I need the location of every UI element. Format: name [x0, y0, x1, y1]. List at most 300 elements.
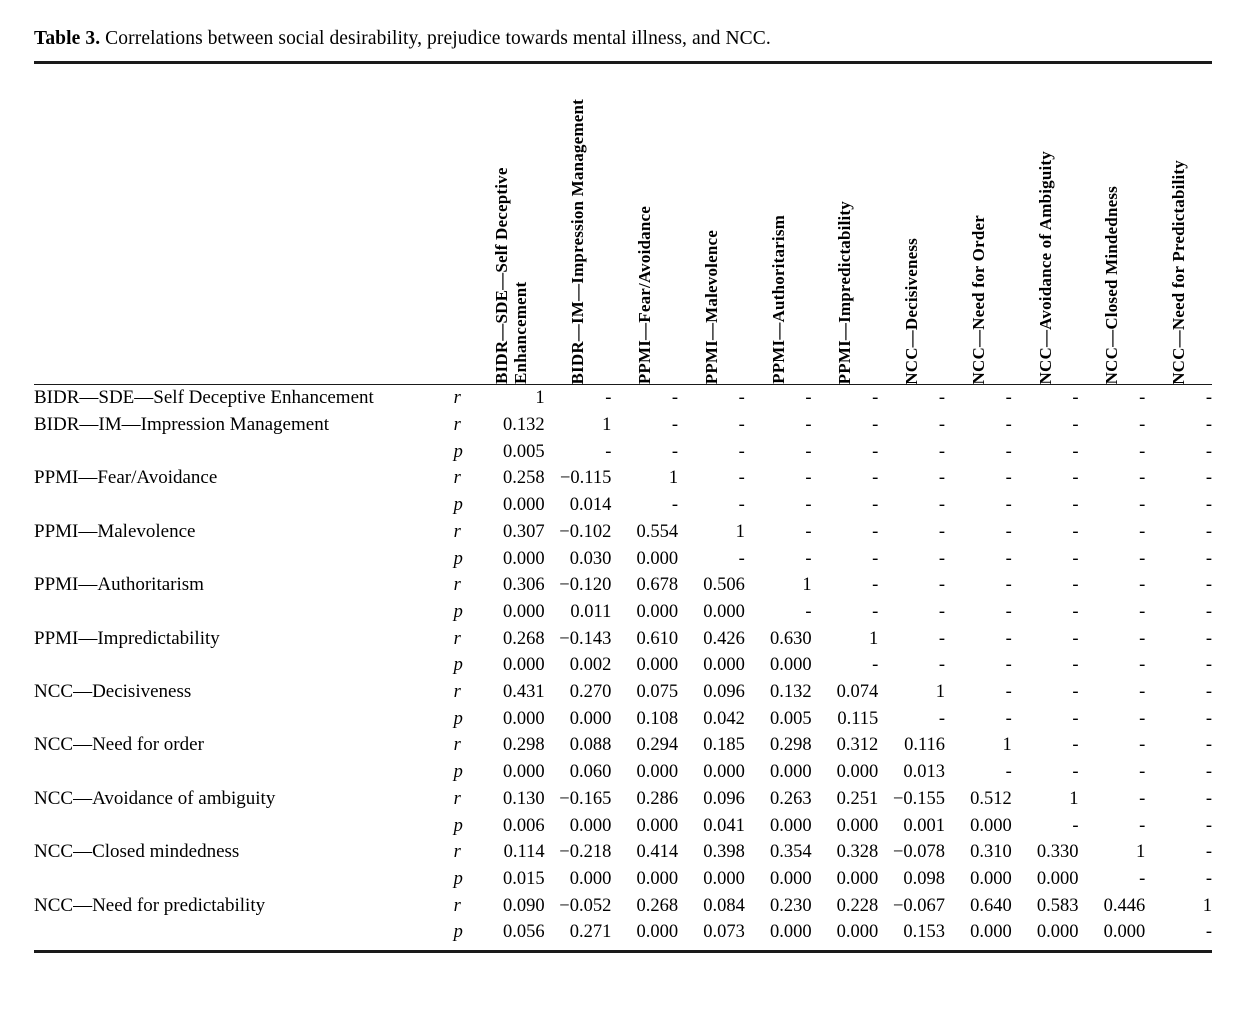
column-header-1 [545, 64, 612, 384]
column-header-label: PPMI—Authoritarism [768, 215, 788, 385]
cell-value: 0.088 [569, 735, 612, 756]
cell-value: 0.098 [903, 869, 946, 889]
cell-value: 0.000 [636, 922, 679, 943]
cell-value: 0.108 [636, 708, 679, 729]
cell-value: 0.230 [769, 895, 812, 916]
table-row [34, 412, 1212, 439]
cell-value: 0.153 [903, 922, 946, 943]
row-statistic: p [453, 922, 463, 943]
correlation-table [34, 64, 1212, 384]
table-row [34, 626, 1212, 653]
row-statistic: r [453, 415, 461, 436]
cell-value: 1 [935, 682, 946, 703]
cell-value: - [872, 415, 879, 436]
cell-value: - [1139, 548, 1146, 569]
table-row [34, 385, 1212, 412]
cell-value: - [938, 575, 946, 596]
cell-value: −0.120 [559, 575, 612, 596]
table-row [34, 572, 1212, 599]
cell-value: 0.000 [1036, 869, 1079, 889]
row-statistic: p [453, 815, 463, 836]
cell-value: - [872, 521, 879, 542]
cell-value: 0.298 [769, 735, 812, 756]
cell-value: 0.446 [1103, 895, 1146, 916]
cell-value: 0.271 [569, 922, 612, 943]
cell-value: −0.143 [559, 628, 612, 649]
cell-value: - [1005, 495, 1012, 516]
row-statistic: p [453, 869, 463, 889]
table-row [34, 732, 1212, 759]
cell-value: - [872, 655, 879, 676]
cell-value: 0.506 [703, 575, 745, 596]
cell-value: - [938, 441, 946, 462]
cell-value: 0.630 [769, 628, 812, 649]
cell-value: 1 [1135, 842, 1146, 863]
cell-value: 0.000 [569, 815, 612, 836]
cell-value: 0.310 [970, 842, 1012, 863]
row-label: PPMI—Impredictability [34, 627, 220, 649]
cell-value: - [1139, 815, 1146, 836]
cell-value: - [805, 548, 812, 569]
cell-value: 0.075 [636, 682, 679, 703]
cell-value: - [872, 548, 879, 569]
cell-value: - [938, 655, 946, 676]
cell-value: - [1205, 468, 1212, 489]
cell-value: 0.013 [903, 762, 946, 783]
row-label [34, 919, 454, 946]
cell-value: - [1072, 762, 1079, 783]
table-row [34, 786, 1212, 813]
caption-text: Correlations between social desirability, prejudice towards mental illness, and NCC. [105, 28, 771, 49]
cell-value: - [938, 468, 946, 489]
cell-value: - [738, 415, 745, 436]
cell-value: - [1005, 601, 1012, 622]
row-statistic: p [453, 601, 463, 622]
cell-value: 0.074 [836, 682, 879, 703]
cell-value: - [671, 495, 679, 516]
cell-value: - [1205, 388, 1212, 409]
cell-value: - [1205, 788, 1212, 809]
cell-value: −0.078 [892, 842, 946, 863]
row-label: NCC—Closed mindedness [34, 841, 240, 863]
cell-value: - [1139, 869, 1146, 889]
cell-value: - [872, 495, 879, 516]
cell-value: 0.000 [703, 762, 745, 783]
cell-value: - [1205, 495, 1212, 516]
cell-value: −0.067 [892, 895, 946, 916]
cell-value: 0.330 [1036, 842, 1079, 863]
row-statistic: r [453, 388, 461, 409]
cell-value: 0.000 [769, 869, 812, 889]
cell-value: 0.583 [1036, 895, 1079, 916]
cell-value: 0.000 [1103, 922, 1146, 943]
column-header-2 [611, 64, 678, 384]
cell-value: 0.073 [703, 922, 745, 943]
column-header-label: PPMI—Malevolence [701, 230, 721, 385]
cell-value: 0.084 [703, 895, 745, 916]
cell-value: 0.005 [769, 708, 812, 729]
cell-value: 0.030 [569, 548, 612, 569]
table-row [34, 866, 1212, 893]
row-statistic: p [453, 655, 463, 676]
cell-value: 1 [1002, 735, 1012, 756]
row-label [34, 599, 454, 626]
cell-value: 0.185 [703, 735, 745, 756]
table-row [34, 919, 1212, 946]
cell-value: 0.006 [503, 815, 545, 836]
table-bottom-rule [34, 950, 1212, 953]
column-header-label: NCC—Decisiveness [902, 237, 922, 385]
cell-value: −0.102 [559, 521, 612, 542]
cell-value: - [1139, 415, 1146, 436]
cell-value: - [1139, 682, 1146, 703]
cell-value: 0.114 [503, 842, 545, 863]
column-header-label: BIDR—IM—Impression Management [568, 98, 588, 385]
cell-value: - [671, 441, 679, 462]
cell-value: - [872, 601, 879, 622]
cell-value: 0.354 [769, 842, 812, 863]
cell-value: - [738, 548, 745, 569]
table-row [34, 813, 1212, 840]
table-row [34, 706, 1212, 733]
cell-value: - [1205, 682, 1212, 703]
cell-value: 0.000 [636, 762, 679, 783]
cell-value: 0.000 [636, 548, 679, 569]
cell-value: - [671, 415, 679, 436]
cell-value: - [1072, 708, 1079, 729]
row-statistic: p [453, 495, 463, 516]
cell-value: 0.000 [503, 548, 545, 569]
column-header-4 [745, 64, 812, 384]
cell-value: 0.000 [836, 922, 879, 943]
cell-value: 0.014 [569, 495, 612, 516]
row-statistic: r [453, 842, 461, 863]
column-header-3 [678, 64, 745, 384]
cell-value: 0.132 [769, 682, 812, 703]
row-label: NCC—Need for predictability [34, 894, 266, 916]
cell-value: 0.000 [636, 869, 679, 889]
cell-value: - [938, 548, 946, 569]
cell-value: - [1139, 441, 1146, 462]
table-row [34, 465, 1212, 492]
cell-value: 0.000 [636, 601, 679, 622]
cell-value: 0.306 [503, 575, 545, 596]
cell-value: - [1205, 869, 1212, 889]
column-header-9 [1079, 64, 1146, 384]
cell-value: 0.000 [569, 708, 612, 729]
row-label [34, 813, 454, 840]
cell-value: - [738, 441, 745, 462]
cell-value: - [1005, 762, 1012, 783]
cell-value: 0.307 [503, 521, 545, 542]
cell-value: - [605, 441, 612, 462]
cell-value: - [1005, 441, 1012, 462]
cell-value: 1 [1069, 788, 1079, 809]
cell-value: 0.115 [837, 708, 879, 729]
cell-value: - [805, 495, 812, 516]
cell-value: - [1072, 468, 1079, 489]
cell-value: - [1072, 415, 1079, 436]
cell-value: - [805, 601, 812, 622]
cell-value: - [1139, 735, 1146, 756]
cell-value: 0.000 [836, 762, 879, 783]
cell-value: 0.610 [636, 628, 679, 649]
row-statistic: r [453, 682, 461, 703]
cell-value: 1 [602, 415, 612, 436]
caption-label: Table 3. [34, 28, 101, 49]
cell-value: 0.268 [503, 628, 545, 649]
cell-value: - [1005, 468, 1012, 489]
row-label: PPMI—Malevolence [34, 520, 196, 542]
cell-value: - [1205, 735, 1212, 756]
row-label: NCC—Decisiveness [34, 681, 192, 703]
table-row [34, 679, 1212, 706]
cell-value: 0.251 [836, 788, 879, 809]
cell-value: - [1205, 521, 1212, 542]
cell-value: 0.001 [903, 815, 946, 836]
cell-value: - [1072, 815, 1079, 836]
cell-value: 0.056 [503, 922, 545, 943]
cell-value: - [1205, 415, 1212, 436]
row-label: BIDR—IM—Impression Management [34, 414, 329, 436]
cell-value: 0.398 [703, 842, 745, 863]
cell-value: 0.000 [636, 815, 679, 836]
column-header-8 [1012, 64, 1079, 384]
cell-value: - [1205, 655, 1212, 676]
column-header-0 [478, 64, 545, 384]
cell-value: - [1005, 655, 1012, 676]
cell-value: 0.263 [769, 788, 812, 809]
cell-value: 1 [735, 521, 745, 542]
cell-value: - [938, 495, 946, 516]
row-label [34, 439, 454, 466]
cell-value: 0.414 [636, 842, 679, 863]
cell-value: 0.258 [503, 468, 545, 489]
cell-value: 1 [535, 388, 545, 409]
cell-value: 0.312 [836, 735, 879, 756]
cell-value: −0.155 [892, 788, 946, 809]
table-row [34, 519, 1212, 546]
cell-value: 0.000 [636, 655, 679, 676]
cell-value: - [1139, 762, 1146, 783]
cell-value: - [1139, 708, 1146, 729]
table-header [34, 64, 1212, 384]
cell-value: - [805, 521, 812, 542]
row-statistic: r [453, 628, 461, 649]
cell-value: - [1205, 815, 1212, 836]
cell-value: 0.000 [503, 601, 545, 622]
cell-value: 0.431 [503, 682, 545, 703]
cell-value: - [1005, 575, 1012, 596]
column-header-7 [945, 64, 1012, 384]
cell-value: - [1205, 575, 1212, 596]
cell-value: 0.298 [503, 735, 545, 756]
cell-value: −0.165 [559, 788, 612, 809]
cell-value: - [1139, 495, 1146, 516]
cell-value: 0.270 [569, 682, 612, 703]
cell-value: - [805, 388, 812, 409]
cell-value: 0.286 [636, 788, 679, 809]
cell-value: 0.041 [703, 815, 745, 836]
cell-value: 0.554 [636, 521, 679, 542]
cell-value: - [1005, 682, 1012, 703]
row-statistic: r [453, 735, 461, 756]
cell-value: 0.002 [569, 655, 612, 676]
column-header-5 [812, 64, 879, 384]
row-statistic: r [453, 521, 461, 542]
cell-value: - [872, 575, 879, 596]
cell-value: 0.000 [836, 869, 879, 889]
column-header-label: NCC—Avoidance of Ambiguity [1035, 150, 1055, 385]
header-stat-col [454, 64, 478, 384]
row-label [34, 546, 454, 573]
cell-value: 0.512 [970, 788, 1012, 809]
row-label: PPMI—Fear/Avoidance [34, 467, 218, 489]
row-statistic: r [453, 575, 461, 596]
table-row [34, 652, 1212, 679]
cell-value: - [1139, 601, 1146, 622]
cell-value: 0.000 [1036, 922, 1079, 943]
cell-value: - [1139, 468, 1146, 489]
cell-value: 0.042 [703, 708, 745, 729]
cell-value: 0.228 [836, 895, 879, 916]
cell-value: 0.090 [503, 895, 545, 916]
cell-value: - [1139, 628, 1146, 649]
cell-value: - [1072, 735, 1079, 756]
cell-value: - [1139, 388, 1146, 409]
table-row [34, 759, 1212, 786]
cell-value: 0.000 [503, 708, 545, 729]
table-row [34, 839, 1212, 866]
cell-value: - [1005, 521, 1012, 542]
column-header-label: PPMI—Fear/Avoidance [635, 206, 655, 385]
cell-value: 0.116 [904, 735, 946, 756]
cell-value: −0.115 [559, 468, 612, 489]
table-row [34, 893, 1212, 920]
cell-value: 0.000 [769, 762, 812, 783]
cell-value: 0.000 [503, 655, 545, 676]
row-label: PPMI—Authoritarism [34, 574, 204, 596]
cell-value: - [938, 708, 946, 729]
cell-value: - [1205, 628, 1212, 649]
table-row [34, 439, 1212, 466]
row-label: NCC—Need for order [34, 734, 204, 756]
table-row [34, 492, 1212, 519]
cell-value: 0.096 [703, 682, 745, 703]
cell-value: 0.000 [970, 815, 1012, 836]
cell-value: - [738, 468, 745, 489]
cell-value: 0.000 [970, 922, 1012, 943]
cell-value: - [1005, 708, 1012, 729]
row-label: BIDR—SDE—Self Deceptive Enhancement [34, 387, 374, 409]
cell-value: 0.096 [703, 788, 745, 809]
cell-value: 0.005 [503, 441, 545, 462]
cell-value: - [1072, 521, 1079, 542]
cell-value: −0.052 [559, 895, 612, 916]
row-label: NCC—Avoidance of ambiguity [34, 787, 276, 809]
row-label [34, 759, 454, 786]
header-row [34, 64, 1212, 384]
cell-value: - [738, 495, 745, 516]
row-label [34, 492, 454, 519]
column-header-10 [1145, 64, 1212, 384]
cell-value: 1 [1202, 895, 1212, 916]
row-statistic: p [453, 762, 463, 783]
cell-value: - [1072, 575, 1079, 596]
cell-value: 0.000 [703, 655, 745, 676]
cell-value: - [805, 468, 812, 489]
cell-value: - [1005, 388, 1012, 409]
cell-value: - [1072, 601, 1079, 622]
cell-value: - [938, 601, 946, 622]
row-statistic: r [453, 468, 461, 489]
cell-value: 0.132 [503, 415, 545, 436]
column-header-6 [878, 64, 945, 384]
row-label [34, 706, 454, 733]
column-header-label: BIDR—SDE—Self Deceptive Enhancement [492, 167, 531, 385]
cell-value: - [605, 388, 612, 409]
cell-value: 0.000 [769, 922, 812, 943]
row-statistic: r [453, 895, 461, 916]
cell-value: 0.426 [703, 628, 745, 649]
cell-value: 0.678 [636, 575, 679, 596]
table-caption [34, 20, 1212, 61]
row-statistic: p [453, 708, 463, 729]
cell-value: 0.640 [970, 895, 1012, 916]
cell-value: 0.015 [503, 869, 545, 889]
cell-value: −0.218 [559, 842, 612, 863]
cell-value: - [738, 388, 745, 409]
cell-value: - [1072, 548, 1079, 569]
cell-value: 0.000 [703, 601, 745, 622]
cell-value: 0.000 [769, 815, 812, 836]
cell-value: - [1072, 388, 1079, 409]
cell-value: 0.000 [769, 655, 812, 676]
cell-value: - [872, 441, 879, 462]
cell-value: - [1139, 575, 1146, 596]
cell-value: - [1205, 548, 1212, 569]
cell-value: - [1139, 521, 1146, 542]
cell-value: - [1205, 441, 1212, 462]
cell-value: 0.000 [503, 762, 545, 783]
table-row [34, 599, 1212, 626]
cell-value: - [805, 415, 812, 436]
cell-value: - [1205, 922, 1212, 943]
cell-value: - [1072, 682, 1079, 703]
row-statistic: p [453, 548, 463, 569]
cell-value: - [671, 388, 679, 409]
cell-value: - [1072, 441, 1079, 462]
cell-value: 1 [668, 468, 679, 489]
cell-value: 0.000 [836, 815, 879, 836]
cell-value: 1 [869, 628, 879, 649]
cell-value: - [1005, 628, 1012, 649]
cell-value: 0.268 [636, 895, 679, 916]
cell-value: 0.060 [569, 762, 612, 783]
correlation-table-body [34, 385, 1212, 946]
cell-value: 0.130 [503, 788, 545, 809]
row-statistic: r [453, 788, 461, 809]
cell-value: 0.000 [503, 495, 545, 516]
cell-value: 0.011 [570, 601, 612, 622]
cell-value: - [938, 521, 946, 542]
cell-value: - [1072, 495, 1079, 516]
row-statistic: p [453, 441, 463, 462]
cell-value: 1 [802, 575, 812, 596]
cell-value: - [872, 388, 879, 409]
cell-value: 0.294 [636, 735, 679, 756]
cell-value: - [805, 441, 812, 462]
